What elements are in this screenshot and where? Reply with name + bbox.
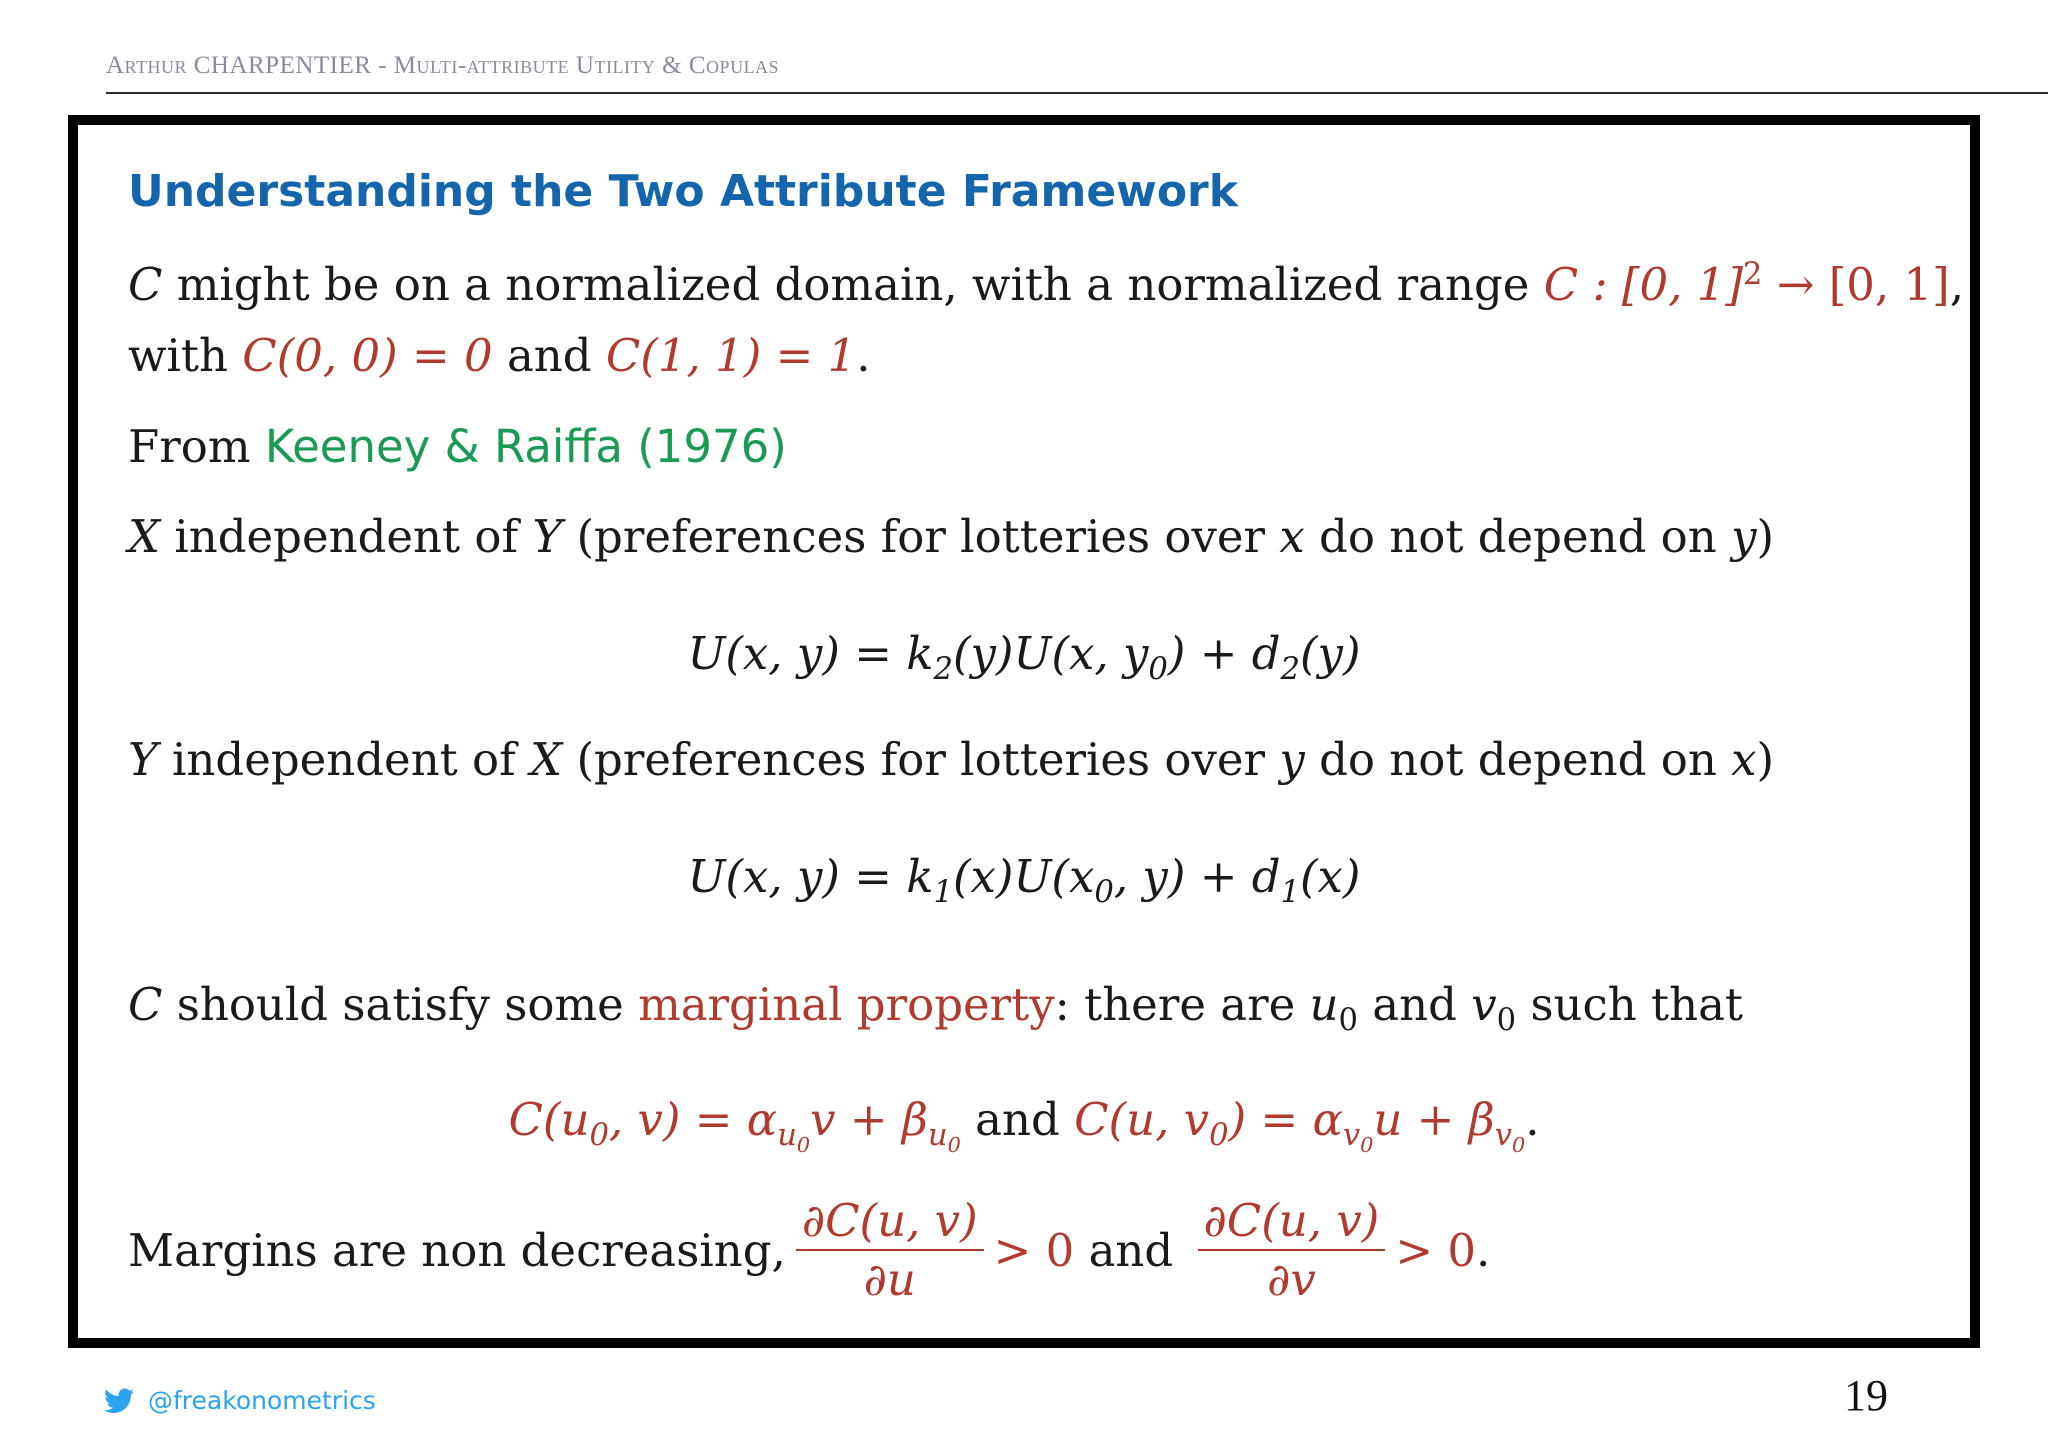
marginal-property-highlight: marginal property — [638, 978, 1055, 1031]
eq1-end: (y) — [1300, 627, 1361, 680]
equation-utility-y — [0, 850, 2048, 910]
eq1-rhs: ) + d — [1167, 627, 1281, 680]
range-expression — [1544, 258, 1950, 311]
paragraph-domain-line1 — [128, 257, 1964, 311]
partial-v-fraction — [1198, 1194, 1386, 1306]
range-math2: → [0, 1] — [1762, 258, 1950, 311]
var-x: x — [1731, 733, 1757, 786]
eq3-b2-sub: v — [1342, 1118, 1361, 1153]
eq3-b2-subsub: 0 — [1360, 1133, 1374, 1158]
text: do not depend on — [1304, 510, 1732, 563]
comma: , — [1949, 258, 1964, 311]
eq3-a3-sub: u — [927, 1118, 948, 1153]
eq3-b2: ) = α — [1228, 1093, 1343, 1146]
eq1-sub2: 0 — [1148, 652, 1168, 687]
close-paren: ) — [1756, 733, 1775, 786]
text: : there are — [1054, 978, 1310, 1031]
var-y: y — [1279, 733, 1305, 786]
frac1-denominator: ∂u — [863, 1253, 916, 1306]
paragraph-x-independent — [128, 510, 1775, 563]
and-text: and — [1074, 1223, 1188, 1277]
twitter-handle-text: @freakonometrics — [148, 1386, 376, 1415]
eq3-a2-subsub: 0 — [796, 1133, 811, 1158]
eq3-b3: u + β — [1373, 1093, 1495, 1146]
frac2-numerator: ∂C(u, v) — [1198, 1198, 1386, 1251]
eq3-left — [508, 1093, 961, 1158]
text: (preferences for lotteries over — [562, 510, 1280, 563]
var-y: y — [1731, 510, 1757, 563]
from-text: From — [128, 420, 265, 473]
paragraph-citation — [128, 420, 787, 473]
eq2-sub3: 1 — [1280, 875, 1300, 910]
eq3-b1-sub: 0 — [1209, 1118, 1229, 1153]
eq1-sub3: 2 — [1280, 652, 1300, 687]
with-text: with — [128, 329, 243, 382]
u0-sub: 0 — [1338, 1003, 1358, 1038]
slide-title: Understanding the Two Attribute Framework — [128, 166, 1239, 217]
eq2-rhs: , y) + d — [1113, 850, 1281, 903]
var-C: C — [128, 978, 163, 1031]
range-math: C : [0, 1] — [1543, 258, 1743, 311]
eq2-mid: (x)U(x — [952, 850, 1095, 903]
eq3-b3-sub: v — [1494, 1118, 1512, 1153]
eq3-a1-sub: 0 — [589, 1118, 609, 1153]
condition-one: C(1, 1) = 1 — [605, 329, 857, 382]
eq3-b1: C(u, v — [1074, 1093, 1210, 1146]
page-number: 19 — [1844, 1371, 1888, 1420]
eq3-period: . — [1525, 1093, 1540, 1146]
twitter-bird-icon — [104, 1388, 134, 1414]
gt-zero-1: > 0 — [993, 1223, 1075, 1277]
and-text: and — [492, 329, 606, 382]
var-Y: Y — [128, 733, 158, 786]
domain-text: might be on a normalized domain, with a normalized range — [162, 258, 1544, 311]
paragraph-domain-line2 — [128, 329, 871, 382]
frac1-numerator: ∂C(u, v) — [796, 1198, 984, 1251]
header-rule — [106, 92, 2048, 94]
text: independent of — [160, 510, 533, 563]
var-v0: v — [1471, 978, 1497, 1031]
var-X: X — [128, 510, 161, 563]
and-text: and — [1358, 978, 1472, 1031]
text: do not depend on — [1304, 733, 1732, 786]
margins-text: Margins are non decreasing, — [128, 1223, 786, 1277]
var-Y: Y — [532, 510, 563, 563]
paragraph-marginal-property — [128, 978, 1743, 1038]
eq3-and: and — [960, 1093, 1075, 1146]
eq3-a2-sub: u — [777, 1118, 797, 1153]
var-C: C — [128, 258, 163, 311]
range-sup: 2 — [1742, 257, 1763, 292]
eq3-a3-subsub: 0 — [947, 1133, 961, 1158]
condition-zero: C(0, 0) = 0 — [242, 329, 493, 382]
paragraph-margins — [128, 1190, 1490, 1310]
partial-u-fraction — [796, 1194, 984, 1306]
var-X: X — [530, 733, 563, 786]
var-u0: u — [1309, 978, 1339, 1031]
eq1-mid: (y)U(x, y — [952, 627, 1149, 680]
text: should satisfy some — [162, 978, 639, 1031]
eq1-lhs: U(x, y) = k — [687, 627, 934, 680]
close-paren: ) — [1756, 510, 1775, 563]
var-x: x — [1279, 510, 1305, 563]
eq3-a2: , v) = α — [608, 1093, 778, 1146]
eq2-sub2: 0 — [1094, 875, 1114, 910]
frac2-denominator: ∂v — [1267, 1253, 1316, 1306]
eq2-end: (x) — [1300, 850, 1361, 903]
paragraph-y-independent — [128, 733, 1775, 786]
v0-sub: 0 — [1496, 1003, 1517, 1038]
gt-zero-2: > 0 — [1395, 1223, 1476, 1277]
eq1-sub1: 2 — [933, 652, 953, 687]
text: such that — [1516, 978, 1743, 1031]
eq2-sub1: 1 — [933, 875, 953, 910]
equation-utility-x — [0, 627, 2048, 687]
footer-twitter-handle[interactable] — [104, 1386, 376, 1415]
citation-link[interactable]: Keeney & Raiffa (1976) — [264, 420, 787, 473]
eq3-a1: C(u — [508, 1093, 590, 1146]
eq3-right — [1074, 1093, 1526, 1158]
eq3-a3: v + β — [810, 1093, 928, 1146]
equation-marginal — [0, 1093, 2048, 1158]
eq2-lhs: U(x, y) = k — [687, 850, 934, 903]
header-title: Arthur CHARPENTIER - Multi-attribute Utility & Copulas — [106, 52, 780, 79]
text: independent of — [157, 733, 531, 786]
eq3-b3-subsub: 0 — [1511, 1133, 1526, 1158]
period: . — [856, 329, 871, 382]
period: . — [1476, 1223, 1491, 1277]
text: (preferences for lotteries over — [562, 733, 1280, 786]
